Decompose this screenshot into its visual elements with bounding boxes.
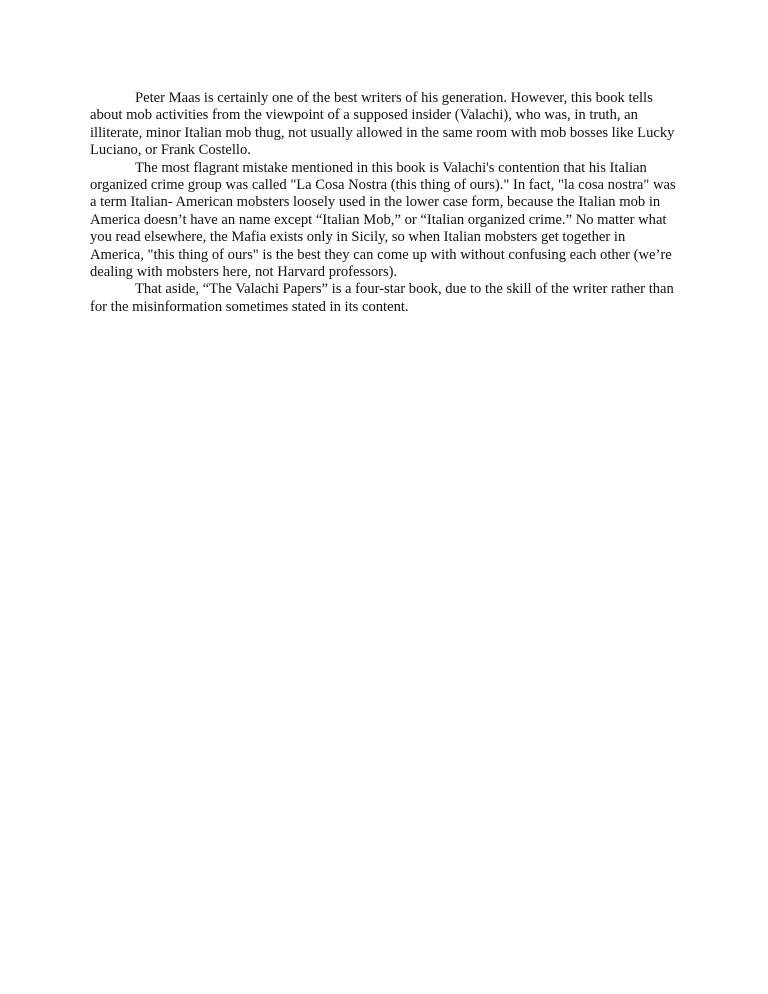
document-body — [90, 90, 680, 316]
paragraph-2: The most flagrant mistake mentioned in this book is Valachi's contention that his Italian organized crime group was called "La Cosa Nostra (this thing of ours)." In fact, "la cosa nostra" was a term Italian- American mobsters loosely used in the lower case form, because the Italian mob in America doesn’t have an name except “Italian Mob,” or “Italian organized crime.” No matter what you read elsewhere, the Mafia exists only in Sicily, so when Italian mobsters get together in America, "this thing of ours" is the best they can come up with without confusing each other (we’re dealing with mobsters here, not Harvard professors). — [90, 159, 676, 281]
paragraph-1: Peter Maas is certainly one of the best writers of his generation. However, this book tells about mob activities from the viewpoint of a supposed insider (Valachi), who was, in truth, an illiterate, minor Italian mob thug, not usually allowed in the same room with mob bosses like Lucky Luciano, or Frank Costello. — [90, 90, 675, 159]
paragraph-3: That aside, “The Valachi Papers” is a four-star book, due to the skill of the writer rather than for the misinformation sometimes stated in its content. — [90, 281, 674, 315]
